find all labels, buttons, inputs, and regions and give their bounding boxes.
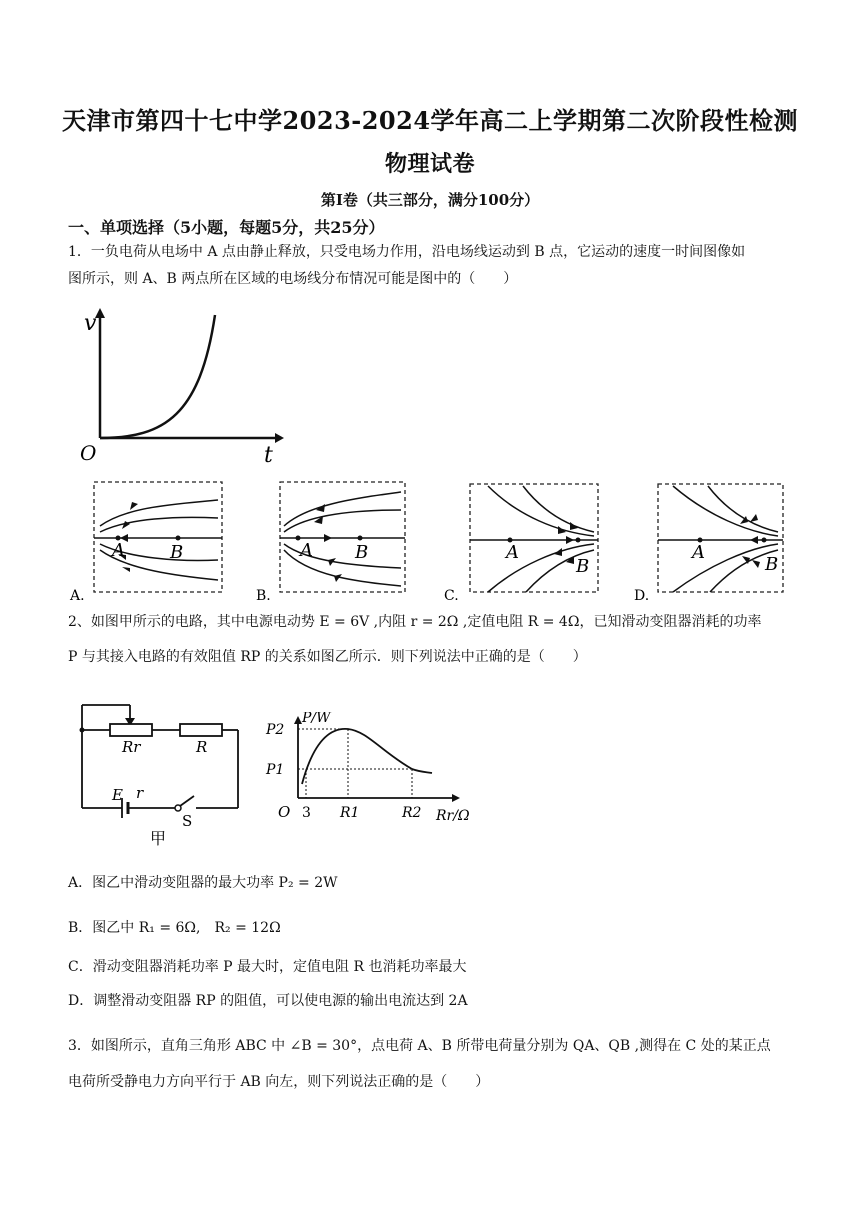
exam-title: 天津市第四十七中学2023-2024学年高二上学期第二次阶段性检测 — [61, 106, 799, 135]
q2-power-graph — [262, 712, 492, 824]
section-heading: 一、单项选择（5小题，每题5分，共25分） — [68, 218, 385, 237]
point-a: A — [692, 542, 705, 563]
q3-line1: 3．如图所示，直角三角形 ABC 中 ∠B = 30°，点电荷 A、B 所带电荷量分别为 QA、QB ,测得在 C 处的某正点 — [68, 1038, 771, 1054]
field-diagram-d — [634, 484, 783, 604]
q2-option-b: B．图乙中 R₁ = 6Ω, R₂ = 12Ω — [68, 920, 281, 936]
q1-line2: 图所示，则 A、B 两点所在区域的电场线分布情况可能是图中的（ ） — [68, 271, 518, 287]
field-diagram-a — [69, 482, 222, 604]
point-b: B — [576, 556, 590, 577]
q2-circuit — [70, 700, 250, 850]
point-b: B — [355, 542, 369, 563]
part-info: 第Ⅰ卷（共三部分，满分100分） — [320, 191, 540, 209]
resistor-symbol — [180, 724, 222, 736]
graph-x-label: Rr/Ω — [436, 808, 470, 824]
q2-option-a: A．图乙中滑动变阻器的最大功率 P₂ = 2W — [68, 875, 338, 891]
q3-line2: 电荷所受静电力方向平行于 AB 向左，则下列说法正确的是（ ） — [68, 1074, 490, 1090]
q2-line2: P 与其接入电路的有效阻值 RP 的关系如图乙所示．则下列说法中正确的是（ ） — [68, 649, 587, 665]
point-b: B — [765, 554, 779, 575]
choice-label-c: C. — [444, 588, 459, 604]
q2-line1: 2、如图甲所示的电路，其中电源电动势 E = 6V ,内阻 r = 2Ω ,定值电阻 R = 4Ω，已知滑动变阻器消耗的功率 — [68, 614, 762, 630]
rheostat-label: Rr — [122, 738, 141, 756]
rheostat-symbol — [110, 724, 152, 736]
circuit-caption: 甲 — [150, 829, 167, 848]
graph-y-label: P/W — [302, 712, 331, 726]
choice-label-a: A. — [70, 588, 85, 604]
p1-label: P1 — [266, 762, 285, 778]
q2-option-c: C．滑动变阻器消耗功率 P 最大时，定值电阻 R 也消耗功率最大 — [68, 959, 467, 975]
switch-label: S — [182, 812, 193, 830]
emf-label: E — [112, 786, 123, 804]
tick-3-label: 3 — [302, 805, 311, 821]
choice-label-d: D. — [634, 588, 650, 604]
graph-v-label: v — [84, 311, 97, 336]
exam-subject: 物理试卷 — [384, 151, 475, 177]
point-a: A — [506, 542, 519, 563]
point-b: B — [170, 542, 184, 563]
resistor-label: R — [196, 738, 208, 756]
r2-label: R2 — [402, 805, 422, 821]
q1-vt-graph — [70, 300, 290, 470]
choice-label-b: B. — [256, 588, 271, 604]
graph-origin-label: O — [278, 803, 291, 821]
field-diagram-b — [256, 482, 405, 604]
p2-label: P2 — [266, 722, 285, 738]
graph-t-label: t — [264, 443, 273, 468]
r1-label: R1 — [340, 805, 360, 821]
graph-o-label: O — [80, 441, 97, 465]
field-diagram-c — [444, 484, 598, 604]
point-a: A — [112, 540, 125, 561]
point-a: A — [300, 540, 313, 561]
q2-option-d: D．调整滑动变阻器 RP 的阻值，可以使电源的输出电流达到 2A — [68, 993, 468, 1009]
internal-resistance-label: r — [136, 784, 144, 802]
q1-line1: 1．一负电荷从电场中 A 点由静止释放，只受电场力作用，沿电场线运动到 B 点，它运动的速度一时间图像如 — [68, 244, 746, 260]
q1-field-diagrams — [68, 476, 808, 604]
